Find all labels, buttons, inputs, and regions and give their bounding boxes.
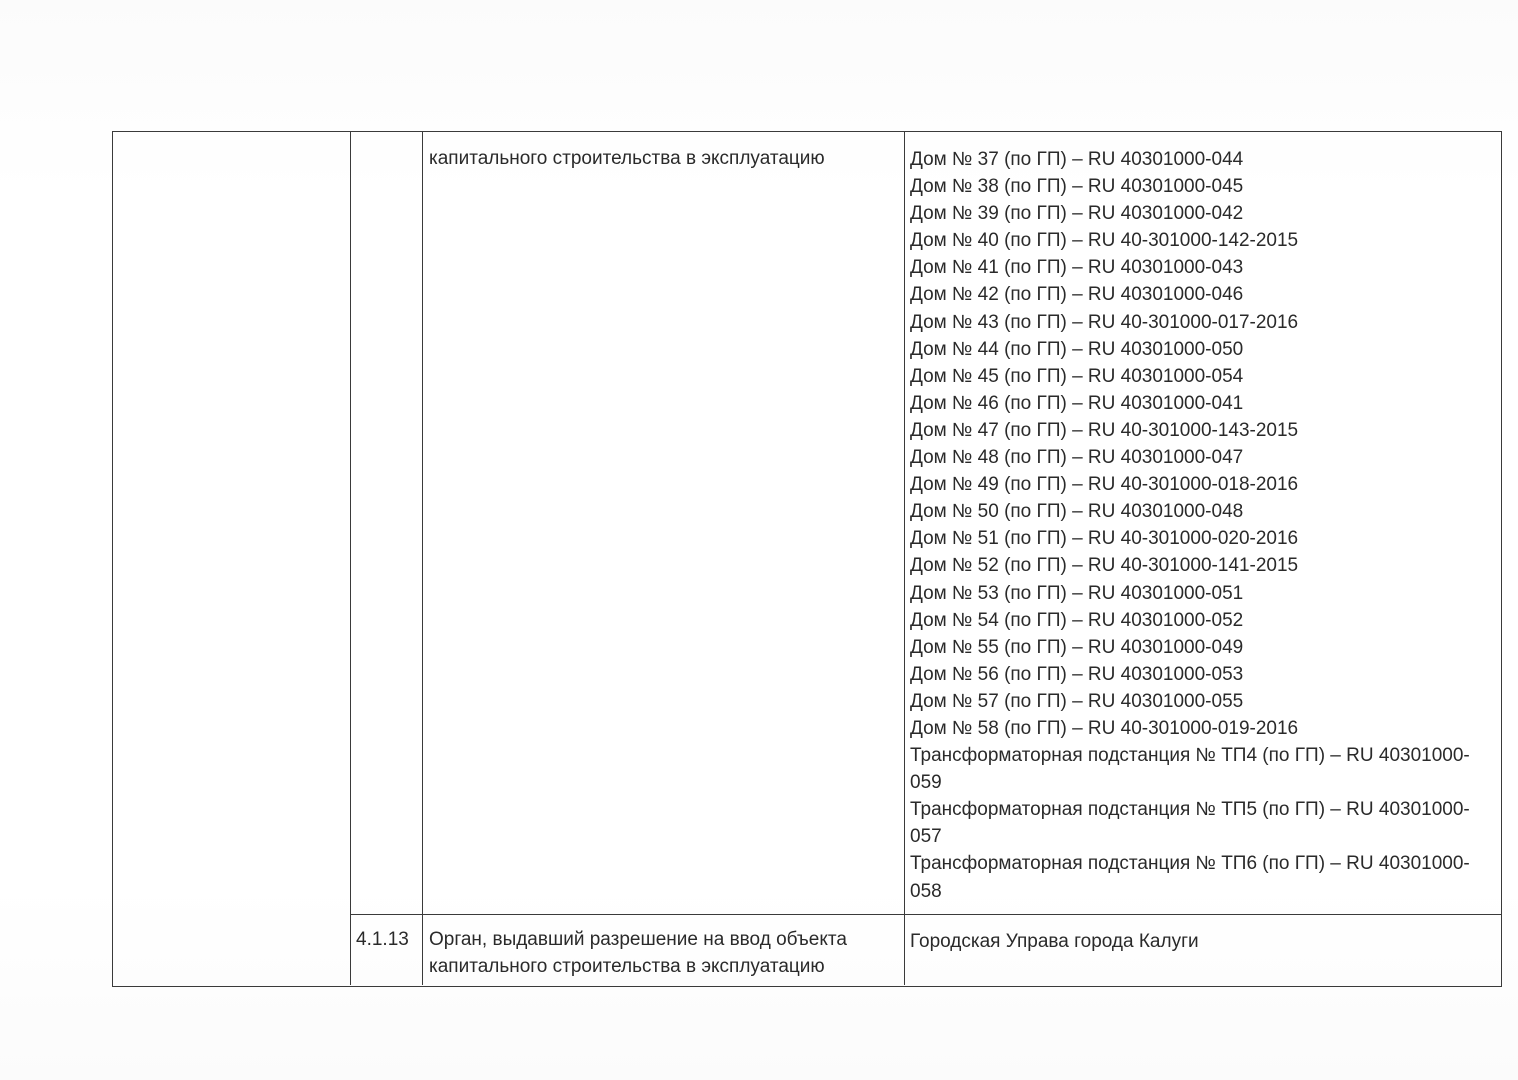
substation-item-line2: 058 <box>910 880 942 902</box>
list-item: Дом № 38 (по ГП) – RU 40301000-045 <box>910 176 1244 198</box>
row-label-line2: капитального строительства в эксплуатацию <box>429 956 825 977</box>
list-item: Дом № 52 (по ГП) – RU 40-301000-141-2015 <box>910 555 1299 577</box>
substation-item-line1: Трансформаторная подстанция № ТП6 (по ГП) – RU 40301000- <box>910 853 1470 875</box>
list-item: Дом № 54 (по ГП) – RU 40301000-052 <box>910 609 1244 631</box>
description-fragment: капитального строительства в эксплуатацию <box>429 148 825 169</box>
list-item: Дом № 48 (по ГП) – RU 40301000-047 <box>910 447 1244 469</box>
permit-list <box>910 146 1502 905</box>
list-item: Дом № 40 (по ГП) – RU 40-301000-142-2015 <box>910 230 1299 252</box>
list-item: Дом № 44 (по ГП) – RU 40301000-050 <box>910 338 1244 360</box>
list-item: Дом № 42 (по ГП) – RU 40301000-046 <box>910 284 1244 306</box>
list-item: Дом № 53 (по ГП) – RU 40301000-051 <box>910 582 1244 604</box>
list-item: Дом № 49 (по ГП) – RU 40-301000-018-2016 <box>910 474 1299 496</box>
row-divider <box>350 914 1501 915</box>
row-value: Городская Управа города Калуги <box>910 931 1199 952</box>
row-label-line1: Орган, выдавший разрешение на ввод объекта <box>429 929 847 950</box>
list-item: Дом № 58 (по ГП) – RU 40-301000-019-2016 <box>910 717 1299 739</box>
list-item: Дом № 47 (по ГП) – RU 40-301000-143-2015 <box>910 419 1299 441</box>
list-item: Дом № 45 (по ГП) – RU 40301000-054 <box>910 365 1244 387</box>
list-item: Дом № 57 (по ГП) – RU 40301000-055 <box>910 690 1244 712</box>
substation-item-line2: 059 <box>910 772 942 794</box>
list-item: Дом № 39 (по ГП) – RU 40301000-042 <box>910 203 1244 225</box>
row-number: 4.1.13 <box>356 929 409 950</box>
column-divider-2 <box>422 132 423 985</box>
substation-item-line1: Трансформаторная подстанция № ТП4 (по ГП) – RU 40301000- <box>910 745 1470 767</box>
list-item: Дом № 56 (по ГП) – RU 40301000-053 <box>910 663 1244 685</box>
list-item: Дом № 41 (по ГП) – RU 40301000-043 <box>910 257 1244 279</box>
column-divider-3 <box>904 132 905 985</box>
substation-item-line2: 057 <box>910 826 942 848</box>
list-item: Дом № 43 (по ГП) – RU 40-301000-017-2016 <box>910 311 1299 333</box>
substation-item-line1: Трансформаторная подстанция № ТП5 (по ГП) – RU 40301000- <box>910 799 1470 821</box>
list-item: Дом № 51 (по ГП) – RU 40-301000-020-2016 <box>910 528 1299 550</box>
list-item: Дом № 55 (по ГП) – RU 40301000-049 <box>910 636 1244 658</box>
data-table <box>112 131 1502 987</box>
list-item: Дом № 37 (по ГП) – RU 40301000-044 <box>910 149 1244 170</box>
column-divider-1 <box>350 132 351 985</box>
list-item: Дом № 50 (по ГП) – RU 40301000-048 <box>910 501 1244 523</box>
list-item: Дом № 46 (по ГП) – RU 40301000-041 <box>910 392 1244 414</box>
